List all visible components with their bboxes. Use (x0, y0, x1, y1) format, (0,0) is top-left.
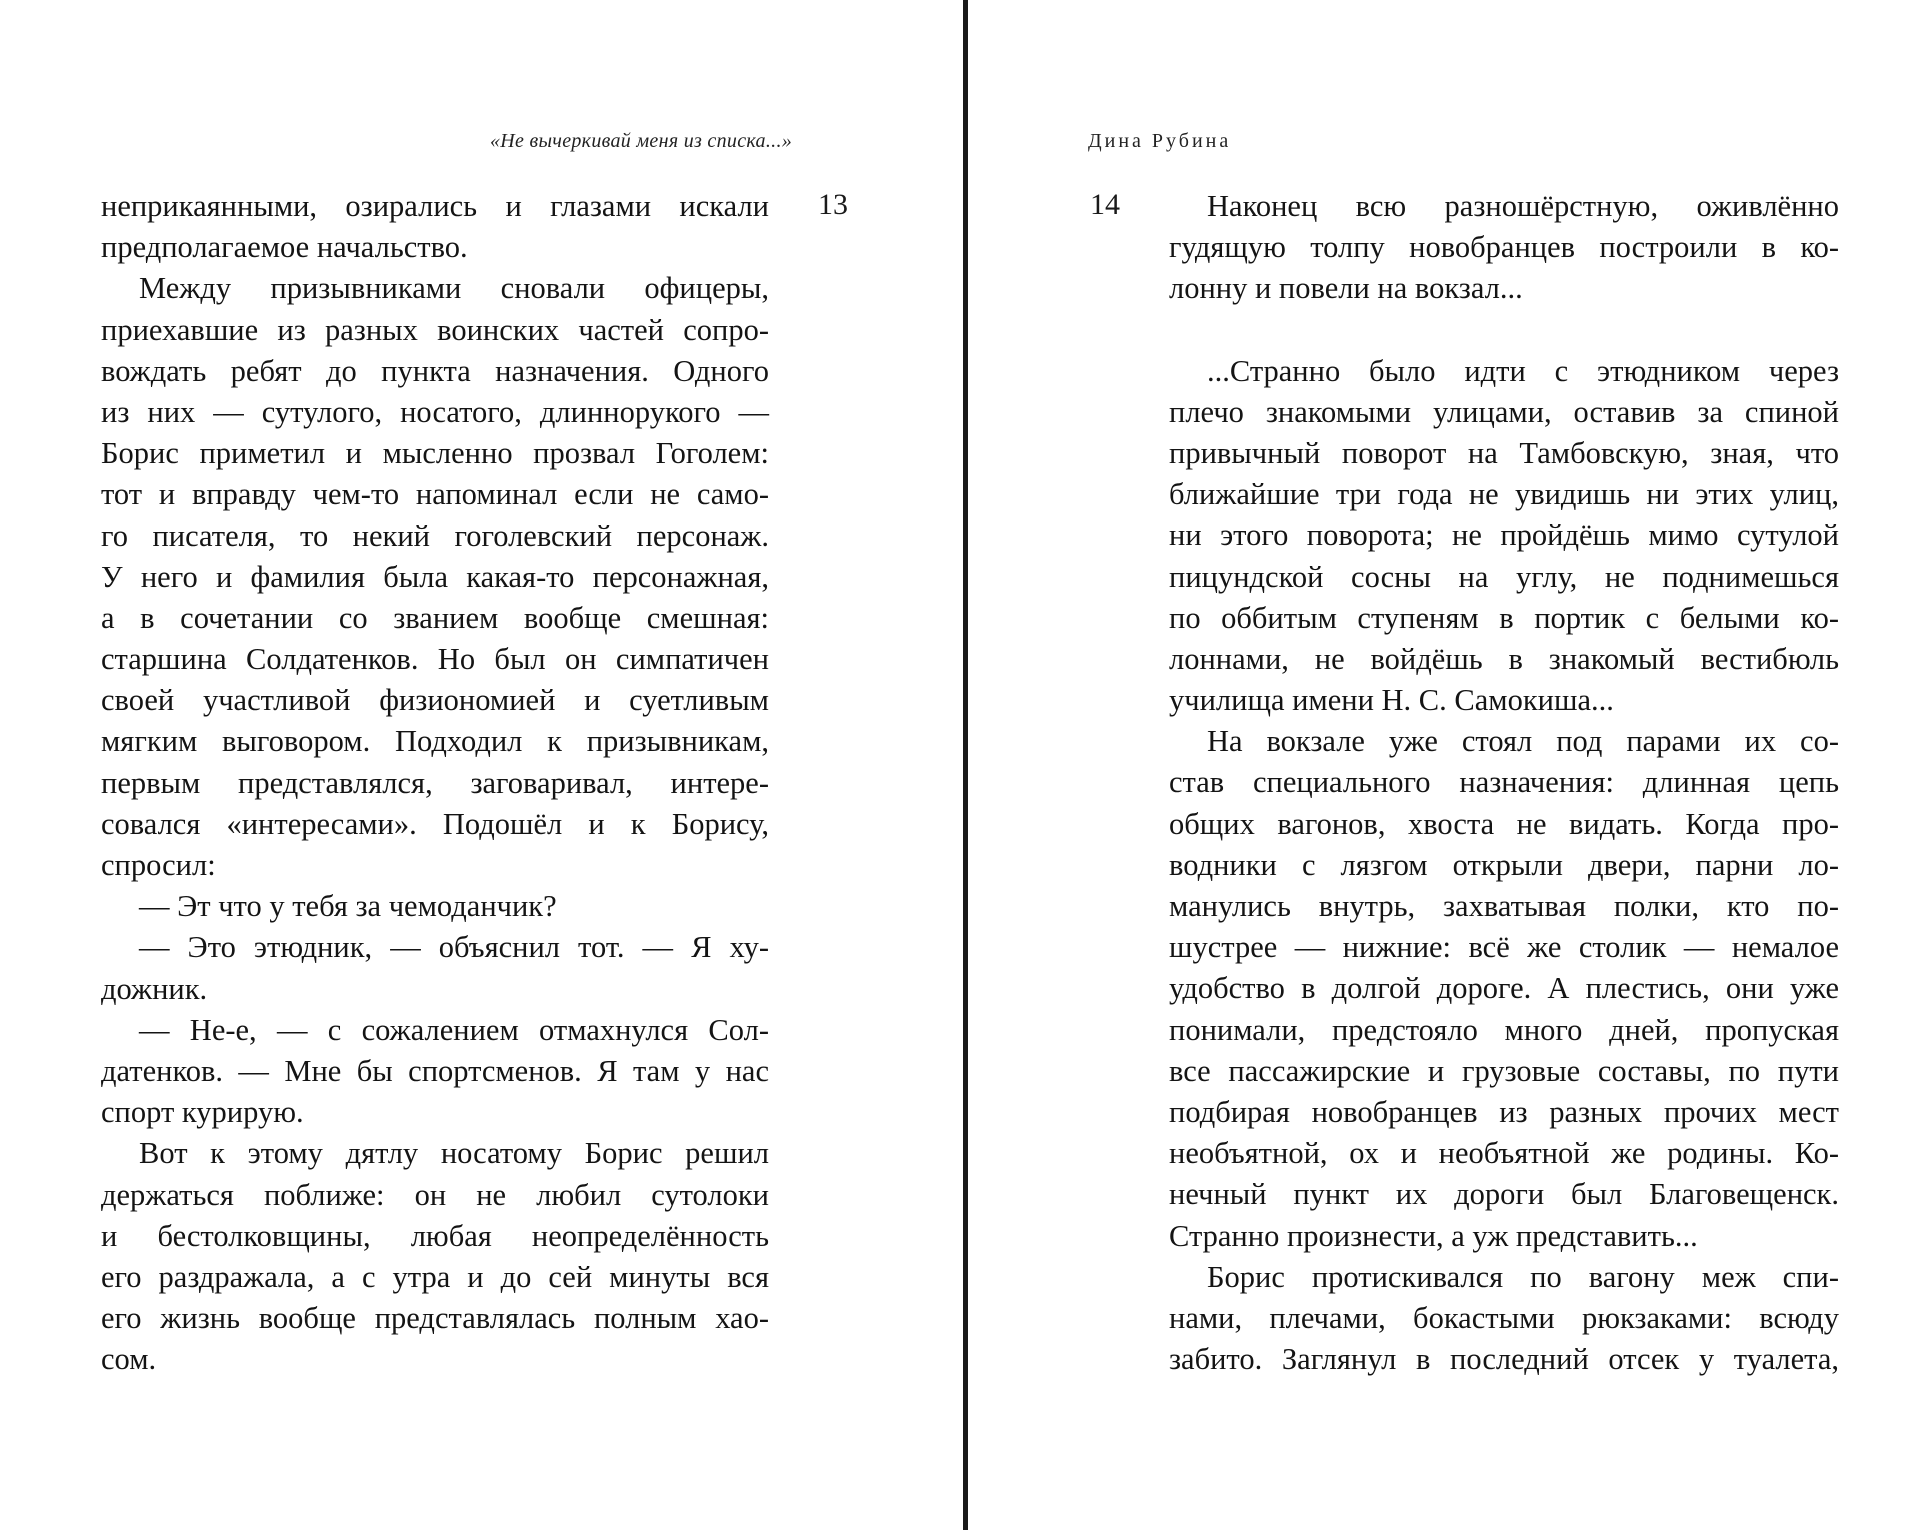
text-line: Борис протискивался по вагону меж спи- (1207, 1259, 1839, 1294)
text-line: тот и вправду чем-то напоминал если не само- (101, 477, 769, 512)
text-line: своей участливой физиономией и суетливым (101, 683, 769, 718)
text-line: спорт курирую. (101, 1095, 304, 1130)
text-line: водники с лязгом открыли двери, парни ло- (1169, 847, 1839, 882)
text-line: держаться поближе: он не любил сутолоки (101, 1177, 769, 1212)
text-line: первым представлялся, заговаривал, интере- (101, 765, 769, 800)
text-line: плечо знакомыми улицами, оставив за спиной (1169, 394, 1839, 429)
text-line: — Эт что у тебя за чемоданчик? (139, 889, 557, 924)
text-line: из них — сутулого, носатого, длиннорукого — (101, 394, 769, 429)
text-line: мягким выговором. Подходил к призывникам, (101, 724, 769, 759)
text-line: старшина Солдатенков. Но был он симпатичен (101, 642, 769, 677)
text-line: приехавшие из разных воинских частей сопро- (101, 312, 769, 347)
section-break (1169, 310, 1839, 351)
text-line: и бестолковщины, любая неопределённость (101, 1218, 769, 1253)
text-line: — Не-е, — с сожалением отмахнулся Сол- (139, 1012, 769, 1047)
text-line: На вокзале уже стоял под парами их со- (1207, 724, 1839, 759)
left-text-column (101, 186, 769, 1380)
text-line: Борис приметил и мысленно прозвал Гоголем: (101, 436, 769, 471)
right-text-column (1169, 186, 1839, 1380)
text-line: став специального назначения: длинная цепь (1169, 765, 1839, 800)
text-line: ближайшие три года не увидишь ни этих улиц, (1169, 477, 1839, 512)
text-line: Наконец всю разношёрстную, оживлённо (1207, 189, 1839, 223)
text-line: У него и фамилия была какая-то персонажная, (101, 559, 769, 594)
text-line: дожник. (101, 971, 208, 1006)
text-line: вождать ребят до пункта назначения. Одного (101, 353, 769, 388)
text-line: неприкаянными, озирались и глазами искали (101, 189, 769, 223)
text-line: го писателя, то некий гоголевский персонаж. (101, 518, 769, 553)
text-line: привычный поворот на Тамбовскую, зная, что (1169, 435, 1839, 470)
text-line: нечный пункт их дороги был Благовещенск. (1169, 1177, 1839, 1212)
text-line: все пассажирские и грузовые составы, по пути (1169, 1053, 1839, 1088)
text-line: предполагаемое начальство. (101, 230, 468, 265)
text-line: лонну и повели на вокзал... (1169, 271, 1523, 306)
text-line: манулись внутрь, захватывая полки, кто по- (1169, 889, 1839, 923)
text-line: училища имени Н. С. Самокиша... (1169, 683, 1614, 718)
text-line: гудящую толпу новобранцев построили в ко- (1169, 230, 1839, 265)
text-line: ни этого поворота; не пройдёшь мимо сутулой (1169, 518, 1839, 553)
text-line: пицундской сосны на углу, не поднимешься (1169, 559, 1839, 594)
text-line: общих вагонов, хвоста не видать. Когда про- (1169, 806, 1839, 841)
text-line: забито. Заглянул в последний отсек у туалета, (1169, 1342, 1839, 1377)
text-line: понимали, предстояло много дней, пропуская (1169, 1012, 1839, 1047)
text-line: Вот к этому дятлу носатому Борис решил (139, 1136, 769, 1171)
text-line: его раздражала, а с утра и до сей минуты вся (101, 1259, 769, 1294)
left-page-number: 13 (818, 188, 848, 221)
right-running-head: Дина Рубина (1088, 130, 1232, 152)
text-line: Между призывниками сновали офицеры, (139, 271, 769, 306)
text-line: по оббитым ступеням в портик с белыми ко- (1169, 600, 1839, 635)
text-line: его жизнь вообще представлялась полным хао- (101, 1301, 769, 1336)
text-line: совался «интересами». Подошёл и к Борису, (101, 806, 769, 841)
text-line: подбирая новобранцев из разных прочих мест (1169, 1094, 1839, 1129)
text-line: нами, плечами, бокастыми рюкзаками: всюду (1169, 1300, 1839, 1335)
text-line: сом. (101, 1342, 157, 1377)
left-running-head: «Не вычеркивай меня из списка...» (490, 130, 793, 152)
book-gutter-divider (963, 0, 968, 1530)
text-line: лоннами, не войдёшь в знакомый вестибюль (1169, 641, 1839, 676)
text-line: а в сочетании со званием вообще смешная: (101, 600, 769, 635)
right-page-number: 14 (1090, 188, 1120, 221)
text-line: спросил: (101, 848, 216, 882)
text-line: удобство в долгой дороге. А плестись, они уже (1169, 971, 1839, 1006)
text-line: шустрее — нижние: всё же столик — немалое (1169, 930, 1839, 965)
text-line: Странно произнести, а уж представить... (1169, 1218, 1698, 1253)
text-line: ...Странно было идти с этюдником через (1207, 353, 1839, 388)
text-line: необъятной, ох и необъятной же родины. Ко- (1169, 1136, 1839, 1171)
text-line: — Это этюдник, — объяснил тот. — Я ху- (139, 930, 769, 965)
text-line: датенков. — Мне бы спортсменов. Я там у нас (101, 1053, 769, 1088)
